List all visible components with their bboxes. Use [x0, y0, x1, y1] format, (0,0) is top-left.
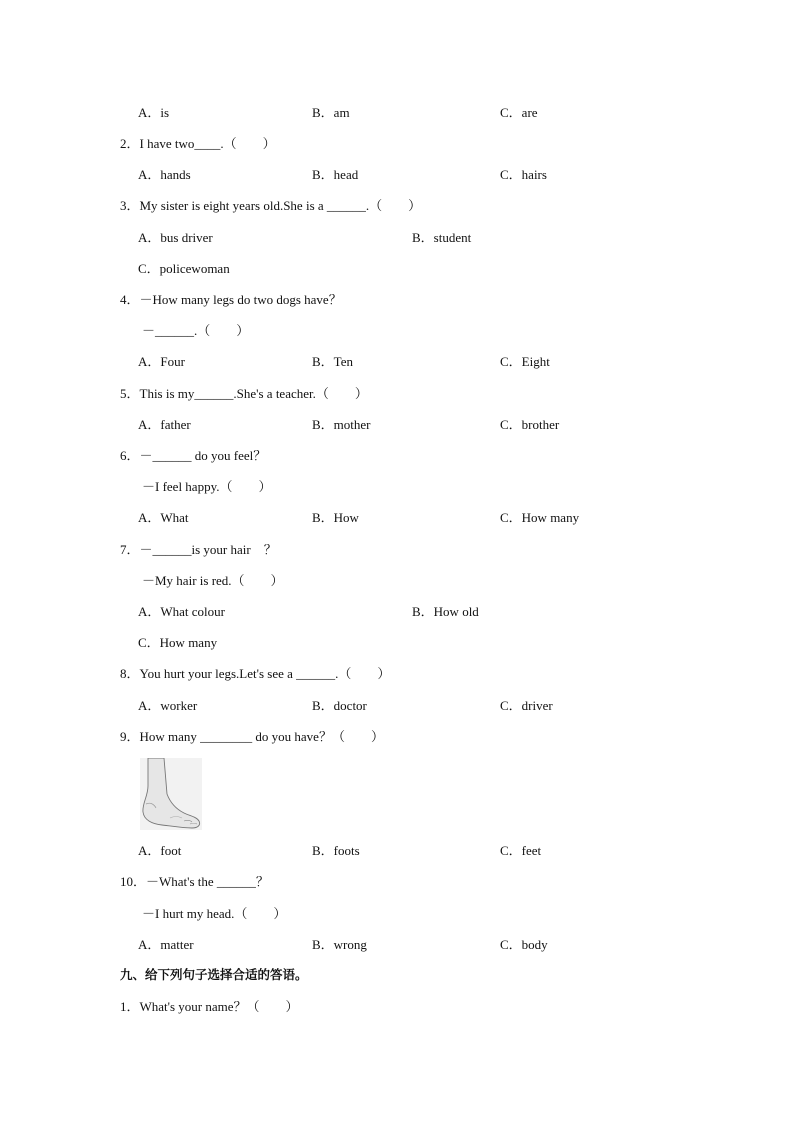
q2-option-b: B．head — [312, 167, 359, 182]
q6-answer: －I feel happy.（ ） — [142, 479, 272, 494]
q4-option-c: C．Eight — [500, 354, 550, 369]
q2-option-a: A．hands — [138, 167, 191, 182]
q4-option-b: B．Ten — [312, 354, 353, 369]
q6-option-a: A．What — [138, 510, 189, 525]
q2-stem: 2．I have two____.（ ） — [120, 136, 276, 151]
q2-option-c: C．hairs — [500, 167, 547, 182]
q5-stem: 5．This is my______.She's a teacher.（ ） — [120, 386, 368, 401]
q3-option-c: C．policewoman — [138, 261, 230, 276]
q6-stem: 6．－______ do you feel？ — [120, 448, 267, 463]
q5-option-c: C．brother — [500, 417, 560, 432]
q1-option-c: C．are — [500, 105, 538, 120]
q7-stem: 7．－______is your hair ？ — [120, 542, 277, 557]
q10-stem: 10．－What's the ______？ — [120, 874, 269, 889]
section-9-q1: 1．What's your name？（ ） — [120, 999, 299, 1014]
section-9-title: 九、给下列句子选择合适的答语。 — [120, 967, 308, 982]
q1-option-b: B．am — [312, 105, 350, 120]
q9-stem: 9．How many ________ do you have？（ ） — [120, 729, 384, 744]
q6-option-c: C．How many — [500, 510, 580, 525]
q7-option-b: B．How old — [412, 604, 479, 619]
q9-option-c: C．feet — [500, 843, 542, 858]
q10-option-c: C．body — [500, 937, 548, 952]
q4-answer: －______.（ ） — [142, 323, 250, 338]
q8-option-a: A．worker — [138, 698, 198, 713]
q7-option-a: A．What colour — [138, 604, 226, 619]
q3-option-a: A．bus driver — [138, 230, 213, 245]
q10-answer: －I hurt my head.（ ） — [142, 906, 287, 921]
q7-answer: －My hair is red.（ ） — [142, 573, 284, 588]
q5-option-b: B．mother — [312, 417, 371, 432]
q9-option-a: A．foot — [138, 843, 182, 858]
q8-option-c: C．driver — [500, 698, 553, 713]
q10-option-b: B．wrong — [312, 937, 367, 952]
q4-stem: 4．－How many legs do two dogs have？ — [120, 292, 342, 307]
q7-option-c: C．How many — [138, 635, 218, 650]
q6-option-b: B．How — [312, 510, 359, 525]
q8-stem: 8．You hurt your legs.Let's see a ______.（ ） — [120, 666, 391, 681]
q4-option-a: A．Four — [138, 354, 185, 369]
q8-option-b: B．doctor — [312, 698, 367, 713]
q10-option-a: A．matter — [138, 937, 194, 952]
q5-option-a: A．father — [138, 417, 191, 432]
foot-icon — [140, 758, 202, 830]
q1-option-a: A．is — [138, 105, 170, 120]
q3-stem: 3．My sister is eight years old.She is a ______.（ ） — [120, 198, 422, 213]
q3-option-b: B．student — [412, 230, 472, 245]
q9-option-b: B．foots — [312, 843, 360, 858]
